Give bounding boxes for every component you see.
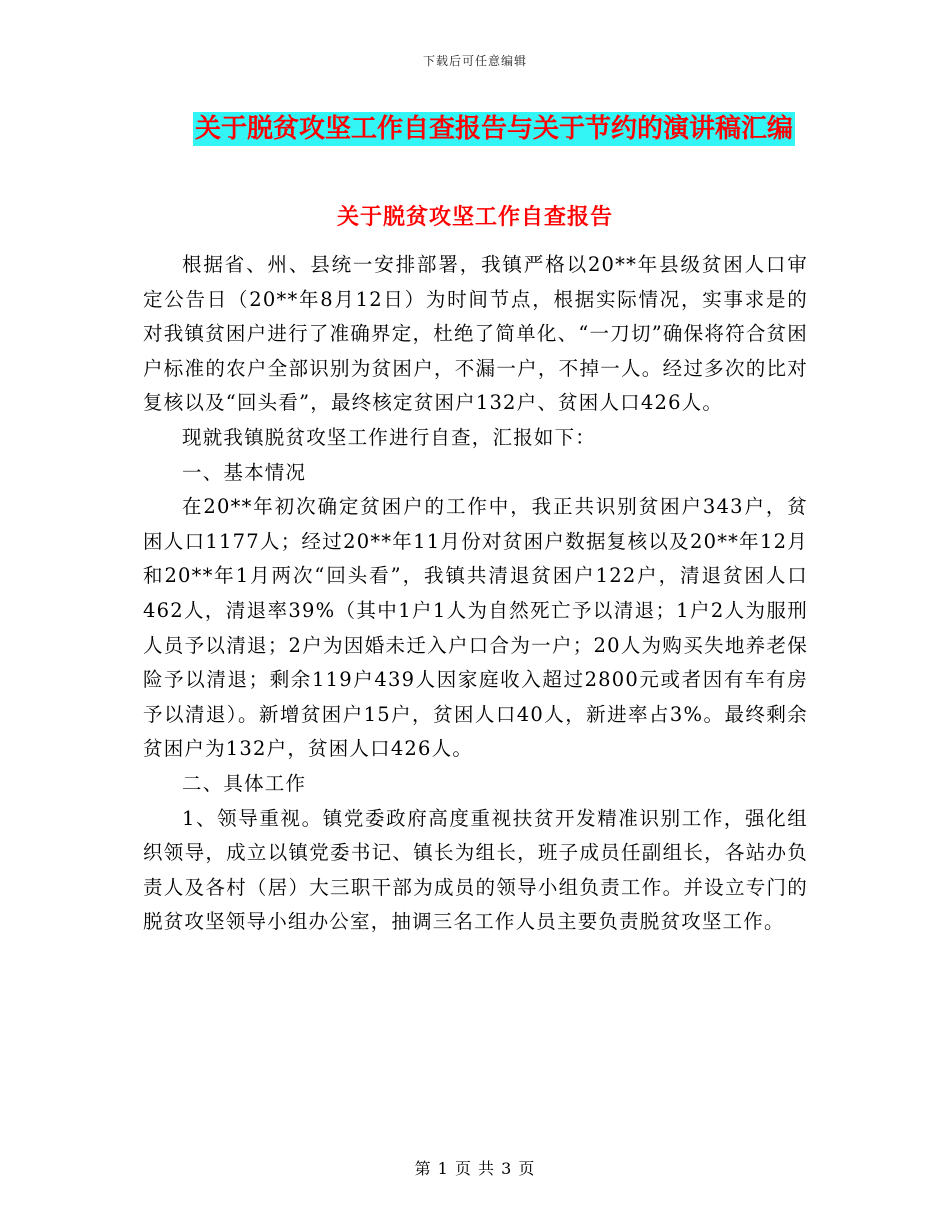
- heading-basic-situation: 一、基本情况: [182, 460, 307, 484]
- paragraph-summary: 现就我镇脱贫攻坚工作进行自查，汇报如下：: [182, 425, 597, 449]
- section-title: 关于脱贫攻坚工作自查报告: [336, 204, 613, 230]
- heading-specific-work: 二、具体工作: [182, 771, 307, 795]
- paragraph-intro: 根据省、州、县统一安排部署，我镇严格以20**年县级贫困人口审定公告日（20**年8月12日）为时间节点，根据实际情况，实事求是的对我镇贫困户进行了准确界定，杜绝了简单化、“一刀切”确保将符合贫困户标准的农户全部识别为贫困户，不漏一户，不掉一人。经过多次的比对复核以及“回头看”，最终核定贫困户132户、贫困人口426人。: [143, 253, 808, 415]
- paragraph-leadership: 1、领导重视。镇党委政府高度重视扶贫开发精准识别工作，强化组织领导，成立以镇党委书记、镇长为组长，班子成员任副组长，各站办负责人及各村（居）大三职干部为成员的领导小组负责工作。并设立专门的脱贫攻坚领导小组办公室，抽调三名工作人员主要负责脱贫攻坚工作。: [143, 806, 808, 934]
- paragraph-basic-situation: 在20**年初次确定贫困户的工作中，我正共识别贫困户343户，贫困人口1177人；经过20**年11月份对贫困户数据复核以及20**年12月和20**年1月两次“回头看”，我镇共清退贫困户122户，清退贫困人口462人，清退率39%（其中1户1人为自然死亡予以清退；1户2人为服刑人员予以清退；2户为因婚未迁入户口合为一户；20人为购买失地养老保险予以清退；剩余119户439人因家庭收入超过2800元或者因有车有房予以清退）。新增贫困户15户，贫困人口40人，新进率占3%。最终剩余贫困户为132户，贫困人口426人。: [143, 495, 808, 761]
- page-footer: 第 1 页 共 3 页: [414, 1159, 536, 1178]
- page-header: 下载后可任意编辑: [422, 54, 527, 68]
- document-body: [143, 248, 808, 940]
- document-title: 关于脱贫攻坚工作自查报告与关于节约的演讲稿汇编: [195, 114, 794, 144]
